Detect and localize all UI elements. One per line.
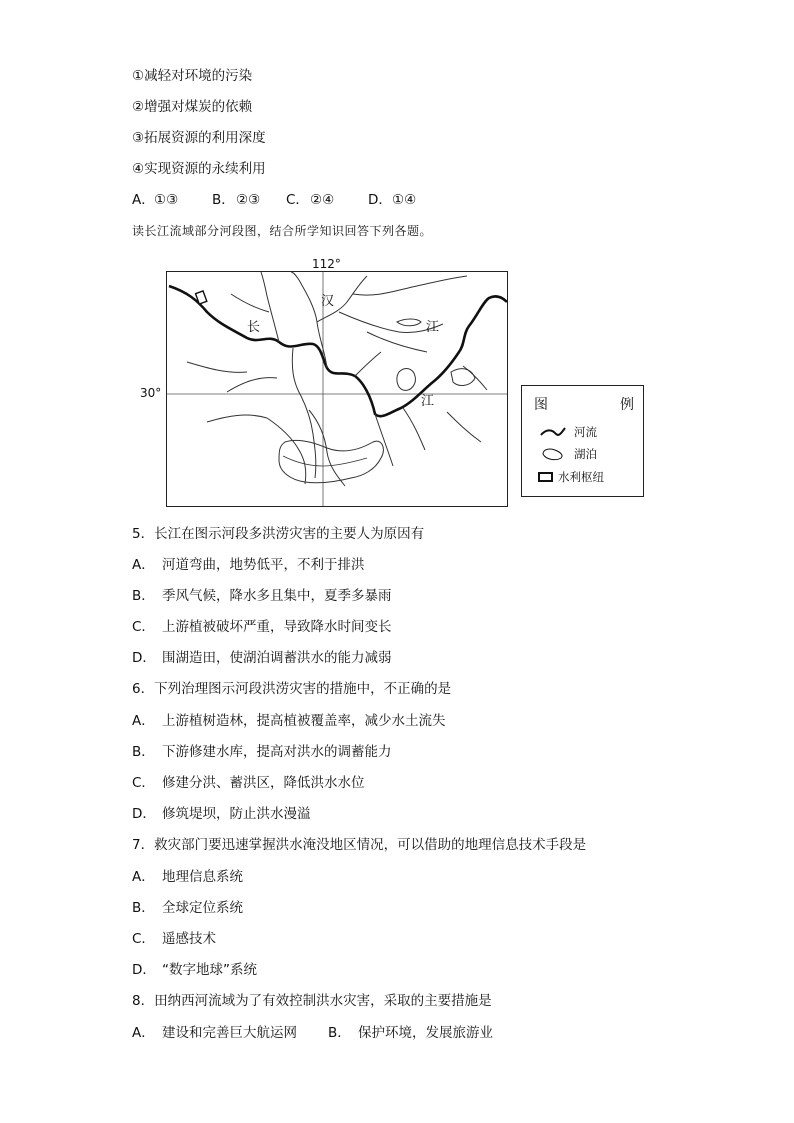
dam-symbol-icon [538, 471, 554, 483]
legend-title-left: 图 [534, 397, 548, 413]
question-6-stem: 6．下列治理图示河段洪涝灾害的措施中，不正确的是 [132, 681, 452, 697]
dongting-lake [279, 440, 383, 482]
q7-option-b: B． 全球定位系统 [132, 900, 243, 916]
q5-option-b: B． 季风气候，降水多且集中，夏季多暴雨 [132, 588, 392, 604]
choice-a-label: A． [132, 192, 155, 208]
reading-intro: 读长江流域部分河段图，结合所学知识回答下列各题。 [132, 224, 433, 238]
choice-d-label: D． [368, 192, 392, 208]
river-symbol-icon [540, 426, 566, 438]
q7-option-a: A． 地理信息系统 [132, 869, 243, 885]
label-jiang-2: 江 [421, 394, 435, 409]
choice-c-label: C． [286, 192, 309, 208]
prev-item-3: ③拓展资源的利用深度 [132, 130, 266, 146]
legend-lake-label: 湖泊 [574, 447, 597, 461]
question-8-stem: 8．田纳西河流域为了有效控制洪水灾害，采取的主要措施是 [132, 993, 492, 1009]
legend-river-label: 河流 [574, 425, 597, 439]
yangtze-map [166, 271, 508, 507]
q7-option-c: C． 遥感技术 [132, 931, 216, 947]
choice-b-label: B． [212, 192, 235, 208]
latitude-label: 30° [140, 386, 162, 400]
legend-row-river [540, 424, 597, 440]
prev-item-4: ④实现资源的永续利用 [132, 161, 266, 177]
prev-item-1: ①减轻对环境的污染 [132, 68, 253, 84]
lake-shape-2 [397, 319, 421, 326]
q8-option-a-label: A． [132, 1025, 155, 1041]
prev-item-2: ②增强对煤炭的依赖 [132, 99, 253, 115]
lake-shape-3 [451, 369, 475, 386]
q5-option-c: C． 上游植被破坏严重，导致降水时间变长 [132, 619, 392, 635]
q6-option-c: C． 修建分洪、蓄洪区，降低洪水水位 [132, 775, 365, 791]
label-han: 汉 [321, 294, 335, 309]
choice-b-value: ②③ [236, 192, 261, 208]
legend-title [534, 394, 634, 414]
map-legend [521, 385, 644, 497]
q8-option-b-text: 保护环境，发展旅游业 [358, 1025, 493, 1041]
legend-dam-label: 水利枢纽 [558, 470, 604, 484]
q5-option-a: A． 河道弯曲，地势低平，不利于排洪 [132, 557, 365, 573]
legend-title-right: 例 [620, 397, 634, 413]
prev-choices-row [132, 190, 416, 210]
q8-option-b-label: B． [328, 1025, 351, 1041]
q5-option-d: D． 围湖造田，使湖泊调蓄洪水的能力减弱 [132, 650, 392, 666]
q6-option-d: D． 修筑堤坝，防止洪水漫溢 [132, 806, 311, 822]
legend-row-lake [540, 446, 597, 462]
q6-option-b: B． 下游修建水库，提高对洪水的调蓄能力 [132, 744, 392, 760]
q7-option-d: D． “数字地球”系统 [132, 962, 257, 978]
yangtze-river [169, 286, 507, 416]
question-5-stem: 5．长江在图示河段多洪涝灾害的主要人为原因有 [132, 526, 425, 542]
label-jiang-1: 江 [426, 320, 440, 335]
longitude-label: 112° [312, 257, 341, 271]
choice-d-value: ①④ [392, 192, 417, 208]
legend-row-dam [538, 469, 604, 485]
question-7-stem: 7．救灾部门要迅速掌握洪水淹没地区情况，可以借助的地理信息技术手段是 [132, 837, 587, 853]
q8-options-row [132, 1023, 493, 1043]
map-drawing [167, 272, 507, 506]
lake-symbol-icon [540, 447, 566, 461]
choice-a-value: ①③ [154, 192, 179, 208]
choice-c-value: ②④ [310, 192, 335, 208]
q6-option-a: A． 上游植树造林，提高植被覆盖率，减少水土流失 [132, 713, 446, 729]
label-chang: 长 [247, 320, 261, 335]
lake-shape-1 [397, 369, 415, 391]
q8-option-a-text: 建设和完善巨大航运网 [162, 1025, 297, 1041]
